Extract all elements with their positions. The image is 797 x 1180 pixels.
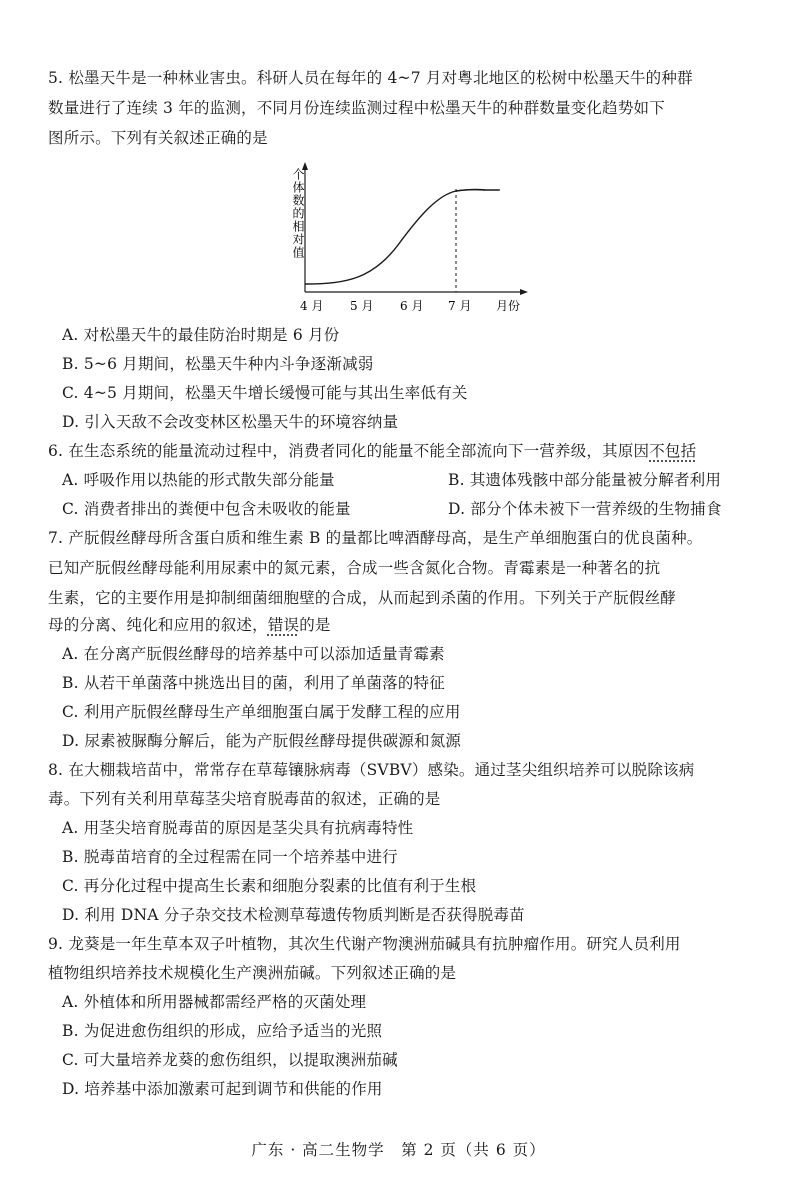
- q7-stem-line-1: 7. 产朊假丝酵母所含蛋白质和维生素 B 的量都比啤酒酵母高，是生产单细胞蛋白的优良菌种。: [48, 529, 703, 547]
- q6-option-b: B. 其遗体残骸中部分能量被分解者利用: [448, 471, 722, 489]
- q6-option-a: A. 呼吸作用以热能的形式散失部分能量: [62, 471, 335, 489]
- chart-tick-7: 7 月: [448, 299, 472, 313]
- q5-stem-line-3: 图所示。下列有关叙述正确的是: [48, 129, 268, 147]
- q7-option-c: C. 利用产朊假丝酵母生产单细胞蛋白属于发酵工程的应用: [62, 703, 461, 721]
- q5-option-d: D. 引入天敌不会改变林区松墨天牛的环境容纳量: [62, 413, 399, 431]
- q6-stem-emphasis: 不包括: [649, 442, 697, 460]
- q5-stem-line-1: 5. 松墨天牛是一种林业害虫。科研人员在每年的 4~7 月对粤北地区的松树中松墨天牛的种群: [48, 69, 693, 87]
- q9-option-d: D. 培养基中添加激素可起到调节和供能的作用: [62, 1080, 383, 1098]
- q9-option-c: C. 可大量培养龙葵的愈伤组织，以提取澳洲茄碱: [62, 1051, 398, 1069]
- q5-option-c: C. 4~5 月期间，松墨天牛增长缓慢可能与其出生率低有关: [62, 384, 468, 402]
- q7-stem-emphasis: 错误: [267, 616, 300, 634]
- q7-stem-line-3: 生素，它的主要作用是抑制细菌细胞壁的合成，从而起到杀菌的作用。下列关于产朊假丝酵: [48, 589, 677, 607]
- chart-y-label: 个体数的相对值: [291, 168, 305, 259]
- q7-stem-text: 母的分离、纯化和应用的叙述，: [48, 616, 268, 634]
- chart-tick-4: 4 月: [300, 299, 324, 313]
- population-growth-chart: [278, 160, 538, 320]
- q9-stem-line-1: 9. 龙葵是一年生草本双子叶植物，其次生代谢产物澳洲茄碱具有抗肿瘤作用。研究人员利用: [48, 935, 681, 953]
- q5-option-a: A. 对松墨天牛的最佳防治时期是 6 月份: [62, 326, 340, 344]
- q7-stem-tail: 的是: [299, 616, 331, 634]
- q8-option-a: A. 用茎尖培育脱毒苗的原因是茎尖具有抗病毒特性: [62, 819, 414, 837]
- q7-stem-line-4: [48, 615, 331, 635]
- q6-stem: [48, 441, 696, 461]
- q8-option-c: C. 再分化过程中提高生长素和细胞分裂素的比值有利于生根: [62, 877, 477, 895]
- q6-stem-text: 6. 在生态系统的能量流动过程中，消费者同化的能量不能全部流向下一营养级，其原因: [48, 442, 650, 460]
- chart-x-arrow: [520, 289, 528, 295]
- page-footer: 广东 · 高二生物学 第 2 页（共 6 页）: [251, 1141, 546, 1159]
- chart-series-line: [305, 189, 499, 284]
- chart-tick-6: 6 月: [400, 299, 424, 313]
- q8-option-b: B. 脱毒苗培育的全过程需在同一个培养基中进行: [62, 848, 398, 866]
- q8-stem-line-2: 毒。下列有关利用草莓茎尖培育脱毒苗的叙述，正确的是: [48, 790, 441, 808]
- chart-x-label: 月份: [496, 299, 521, 313]
- q8-stem-line-1: 8. 在大棚栽培苗中，常常存在草莓镶脉病毒（SVBV）感染。通过茎尖组织培养可以脱除该病: [48, 761, 695, 779]
- q7-option-b: B. 从若干单菌落中挑选出目的菌，利用了单菌落的特征: [62, 674, 445, 692]
- chart-tick-5: 5 月: [350, 299, 374, 313]
- q5-stem-line-2: 数量进行了连续 3 年的监测，不同月份连续监测过程中松墨天牛的种群数量变化趋势如下: [48, 99, 665, 117]
- q9-option-a: A. 外植体和所用器械都需经严格的灭菌处理: [62, 993, 367, 1011]
- q5-option-b: B. 5~6 月期间，松墨天牛种内斗争逐渐减弱: [62, 355, 374, 373]
- q9-option-b: B. 为促进愈伤组织的形成，应给予适当的光照: [62, 1022, 383, 1040]
- q8-option-d: D. 利用 DNA 分子杂交技术检测草莓遗传物质判断是否获得脱毒苗: [62, 906, 525, 924]
- q7-stem-line-2: 已知产朊假丝酵母能利用尿素中的氮元素，合成一些含氮化合物。青霉素是一种著名的抗: [48, 559, 661, 577]
- q7-option-a: A. 在分离产朊假丝酵母的培养基中可以添加适量青霉素: [62, 645, 445, 663]
- q7-option-d: D. 尿素被脲酶分解后，能为产朊假丝酵母提供碳源和氮源: [62, 732, 462, 750]
- q6-option-d: D. 部分个体未被下一营养级的生物捕食: [448, 500, 722, 518]
- q6-option-c: C. 消费者排出的粪便中包含未吸收的能量: [62, 500, 351, 518]
- q9-stem-line-2: 植物组织培养技术规模化生产澳洲茄碱。下列叙述正确的是: [48, 964, 457, 982]
